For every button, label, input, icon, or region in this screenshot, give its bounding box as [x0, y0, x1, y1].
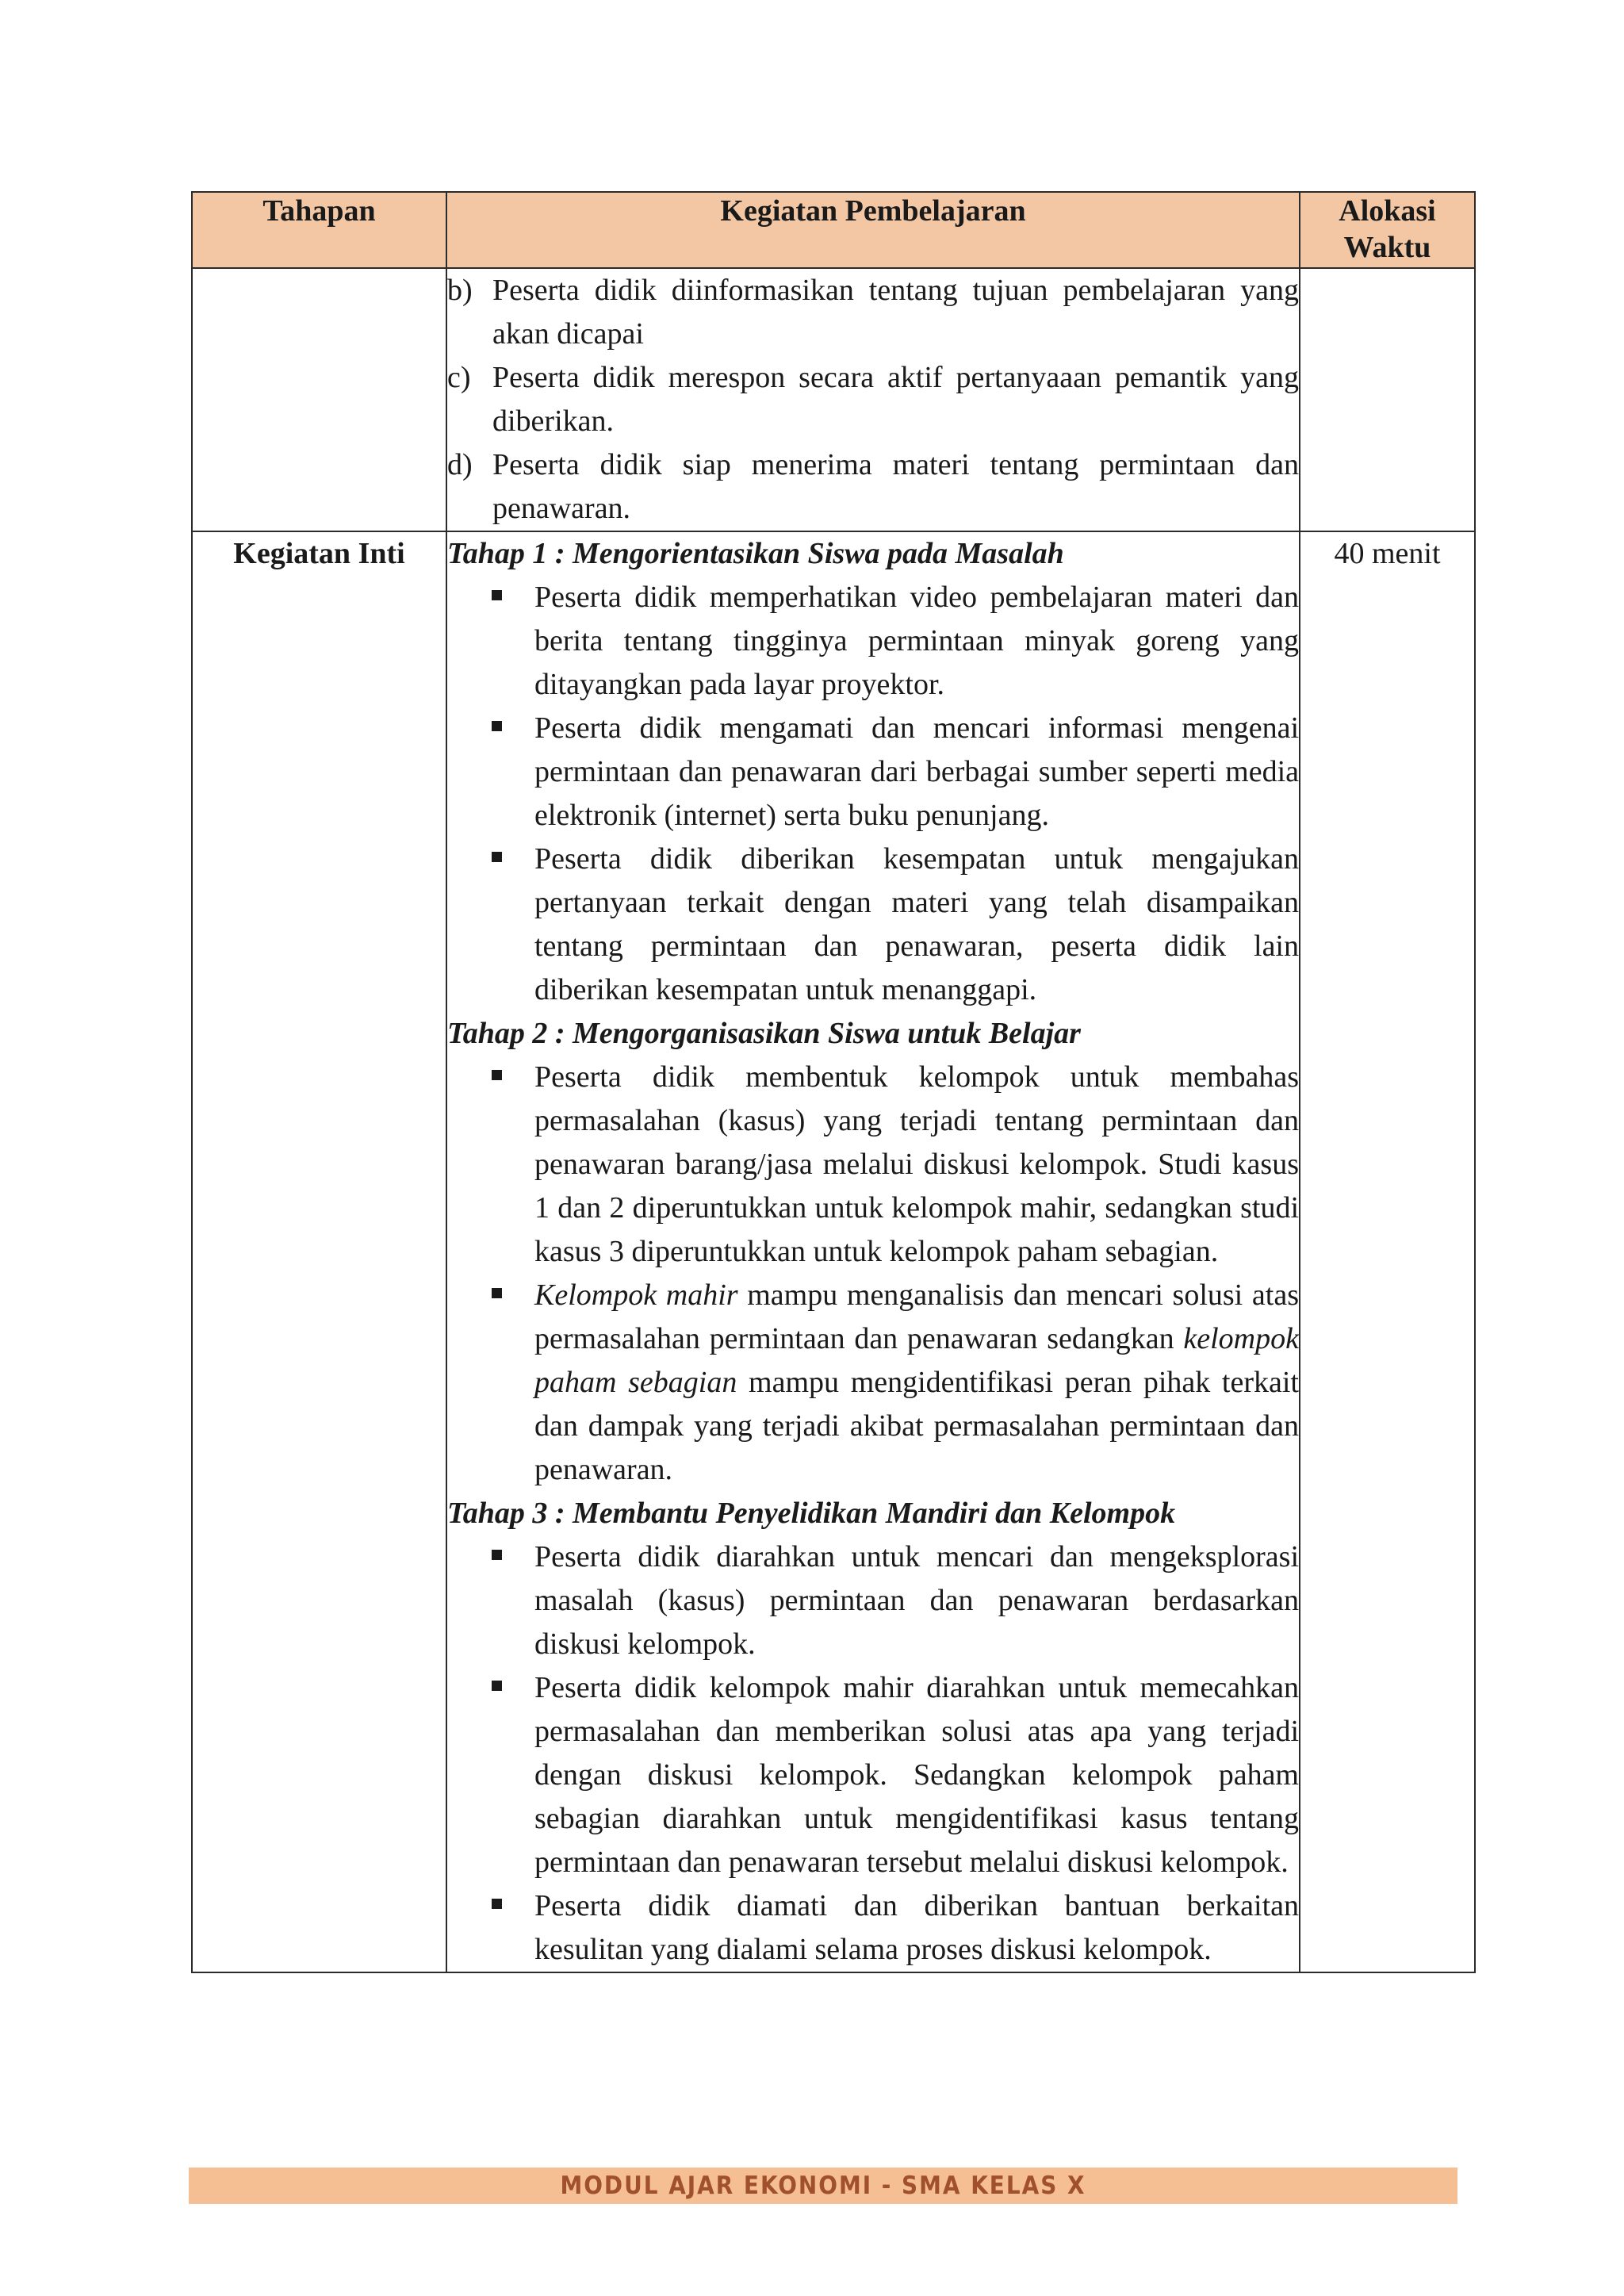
list-item [447, 443, 1299, 531]
stage-3-title: Tahap 3 : Membantu Penyelidikan Mandiri dan Kelompok [447, 1497, 1176, 1530]
list-item [447, 356, 1299, 443]
list-item [447, 838, 1299, 1012]
list-item-text: mampu mengidentifikasi peran pihak terkait dan dampak yang terjadi akibat permasalahan permintaan dan penawaran. [534, 1366, 1299, 1486]
square-bullet-icon [492, 1550, 502, 1560]
square-bullet-icon [492, 1681, 502, 1691]
learning-activities-table [191, 191, 1476, 1973]
alokasi-cell-empty [1300, 268, 1475, 531]
square-bullet-icon [492, 721, 502, 731]
header-tahapan: Tahapan [192, 192, 446, 268]
list-item-text: Peserta didik kelompok mahir diarahkan untuk memecahkan permasalahan dan memberikan solusi atas apa yang terjadi dengan diskusi kelompok. Sedangkan kelompok paham sebagian diarahkan untuk mengidentifikasi kasus tentang permintaan dan penawaran tersebut melalui diskusi kelompok. [534, 1671, 1299, 1879]
square-bullet-icon [492, 852, 502, 862]
list-marker: c) [447, 361, 471, 394]
list-marker: d) [447, 448, 473, 481]
square-bullet-icon [492, 1288, 502, 1298]
list-item-text: Peserta didik siap menerima materi tentang permintaan dan penawaran. [492, 448, 1299, 525]
phase-kegiatan-inti: Kegiatan Inti [192, 531, 446, 1972]
list-item [447, 576, 1299, 707]
list-item-text: Peserta didik diamati dan diberikan bantuan berkaitan kesulitan yang dialami selama proses diskusi kelompok. [534, 1889, 1299, 1966]
time-allocation: 40 menit [1300, 531, 1475, 1972]
list-item-text: mampu menganalisis dan mencari solusi atas permasalahan permintaan dan penawaran sedangkan [534, 1278, 1299, 1355]
kegiatan-cell-inti [446, 531, 1300, 1972]
list-item-text: Peserta didik mengamati dan mencari informasi mengenai permintaan dan penawaran dari berbagai sumber seperti media elektronik (internet) serta buku penunjang. [534, 711, 1299, 832]
stage-2-list [447, 1056, 1299, 1492]
square-bullet-icon [492, 1070, 502, 1080]
emphasis-kelompok-mahir: Kelompok mahir [534, 1278, 738, 1312]
list-item-text: Peserta didik diberikan kesempatan untuk mengajukan pertanyaan terkait dengan materi yang telah disampaikan tentang permintaan dan penawaran, peserta didik lain diberikan kesempatan untuk menanggapi. [534, 842, 1299, 1006]
list-item [447, 1884, 1299, 1972]
lettered-list [447, 269, 1299, 531]
table-header-row [192, 192, 1475, 268]
page-footer: MODUL AJAR EKONOMI - SMA KELAS X [189, 2168, 1457, 2204]
list-item-text: Peserta didik diinformasikan tentang tujuan pembelajaran yang akan dicapai [492, 274, 1299, 351]
list-item-text: Peserta didik merespon secara aktif pertanyaaan pemantik yang diberikan. [492, 361, 1299, 438]
emphasis-kelompok-paham-sebagian: kelompok paham sebagian [534, 1322, 1299, 1399]
table-row-continued [192, 268, 1475, 531]
header-alokasi-line2: Waktu [1343, 231, 1431, 264]
list-marker: b) [447, 274, 473, 307]
stage-3-list [447, 1535, 1299, 1972]
list-item-text: Peserta didik membentuk kelompok untuk membahas permasalahan (kasus) yang terjadi tentang permintaan dan penawaran barang/jasa melalui diskusi kelompok. Studi kasus 1 dan 2 diperuntukkan untuk kelompok mahir, sedangkan studi kasus 3 diperuntukkan untuk kelompok paham sebagian. [534, 1060, 1299, 1268]
list-item [447, 1274, 1299, 1492]
stage-1-title: Tahap 1 : Mengorientasikan Siswa pada Masalah [447, 537, 1064, 570]
list-item [447, 707, 1299, 838]
list-item [447, 1666, 1299, 1884]
header-kegiatan: Kegiatan Pembelajaran [446, 192, 1300, 268]
stage-1-list [447, 576, 1299, 1012]
tahapan-cell-empty [192, 268, 446, 531]
kegiatan-cell-continued [446, 268, 1300, 531]
square-bullet-icon [492, 590, 502, 600]
list-item-text: Peserta didik diarahkan untuk mencari dan mengeksplorasi masalah (kasus) permintaan dan penawaran berdasarkan diskusi kelompok. [534, 1540, 1299, 1661]
list-item [447, 1056, 1299, 1274]
header-alokasi-waktu [1300, 192, 1475, 268]
stage-2-title: Tahap 2 : Mengorganisasikan Siswa untuk Belajar [447, 1017, 1081, 1050]
header-alokasi-line1: Alokasi [1339, 194, 1436, 228]
list-item [447, 1535, 1299, 1666]
table-row-kegiatan-inti [192, 531, 1475, 1972]
list-item-text: Peserta didik memperhatikan video pembelajaran materi dan berita tentang tingginya permintaan minyak goreng yang ditayangkan pada layar proyektor. [534, 581, 1299, 701]
list-item [447, 269, 1299, 356]
square-bullet-icon [492, 1899, 502, 1909]
